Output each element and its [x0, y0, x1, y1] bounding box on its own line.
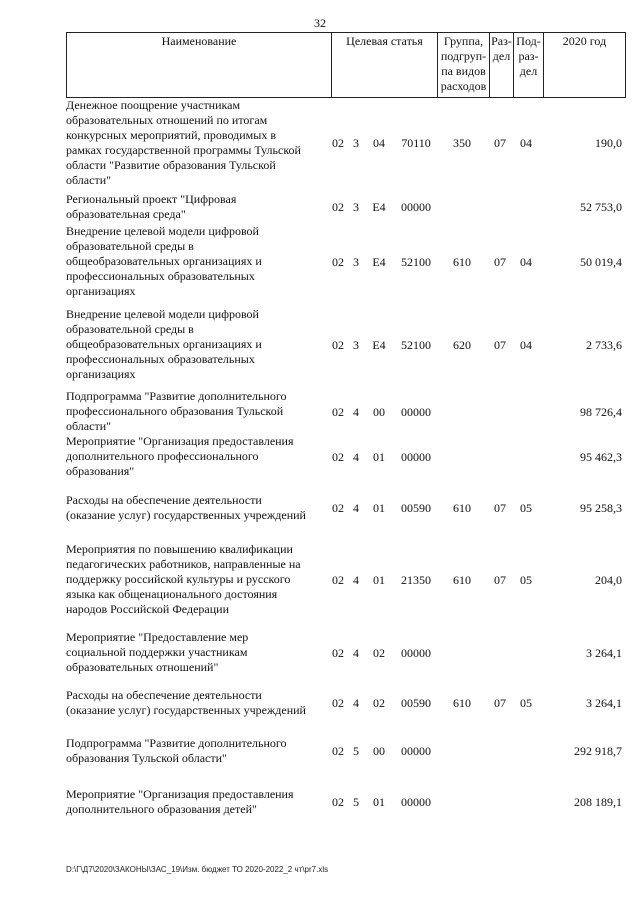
cell-podrazdel: 04 [520, 136, 532, 150]
cell-c1: 02 [332, 744, 344, 758]
cell-c1: 02 [332, 136, 344, 150]
cell-c1: 02 [332, 646, 344, 660]
table-row [66, 434, 626, 492]
cell-group: 610 [453, 255, 471, 269]
cell-c4: 52100 [401, 255, 431, 269]
cell-podrazdel: 05 [520, 573, 532, 587]
row-name: Подпрограмма "Развитие дополнительного профессионального образования Тульской области" [66, 389, 287, 433]
cell-podrazdel: 05 [520, 501, 532, 515]
cell-group: 620 [453, 338, 471, 352]
cell-c4: 00000 [401, 744, 431, 758]
cell-c3: E4 [372, 338, 386, 352]
table-row [66, 630, 626, 686]
cell-c1: 02 [332, 255, 344, 269]
cell-c4: 00000 [401, 450, 431, 464]
cell-razdel: 07 [494, 338, 506, 352]
row-name: Расходы на обеспечение деятельности (оказание услуг) государственных учреждений [66, 493, 306, 522]
row-name: Мероприятие "Предоставление мер социальной поддержки участникам образовательных отношений" [66, 630, 249, 674]
table-row [66, 389, 626, 433]
cell-c4: 70110 [401, 136, 431, 150]
cell-c2: 5 [353, 744, 359, 758]
header-year: 2020 год [543, 33, 625, 97]
cell-c4: 52100 [401, 338, 431, 352]
table-row [66, 542, 626, 628]
cell-c1: 02 [332, 795, 344, 809]
cell-c3: 00 [373, 744, 385, 758]
cell-c2: 3 [353, 255, 359, 269]
cell-podrazdel: 04 [520, 255, 532, 269]
cell-amount: 292 918,7 [574, 744, 622, 758]
cell-razdel: 07 [494, 696, 506, 710]
cell-razdel: 07 [494, 573, 506, 587]
cell-c4: 00000 [401, 405, 431, 419]
header-name: Наименование [161, 34, 237, 48]
cell-c4: 00590 [401, 696, 431, 710]
cell-group: 610 [453, 573, 471, 587]
table-row [66, 736, 626, 784]
cell-c1: 02 [332, 450, 344, 464]
cell-c3: 01 [373, 450, 385, 464]
cell-c2: 4 [353, 696, 359, 710]
cell-c3: 02 [373, 646, 385, 660]
cell-razdel: 07 [494, 501, 506, 515]
page-number: 32 [314, 16, 326, 30]
cell-c3: 04 [373, 136, 385, 150]
cell-c2: 4 [353, 573, 359, 587]
cell-c3: 01 [373, 501, 385, 515]
cell-c3: 02 [373, 696, 385, 710]
table-row [66, 787, 626, 827]
cell-group: 610 [453, 501, 471, 515]
cell-amount: 95 462,3 [580, 450, 622, 464]
cell-c4: 21350 [401, 573, 431, 587]
cell-amount: 204,0 [595, 573, 622, 587]
row-name: Расходы на обеспечение деятельности (оказание услуг) государственных учреждений [66, 688, 306, 717]
cell-podrazdel: 05 [520, 696, 532, 710]
table-header [66, 32, 626, 98]
cell-c4: 00000 [401, 646, 431, 660]
table-row [66, 224, 626, 304]
table-row [66, 98, 626, 188]
cell-c2: 4 [353, 450, 359, 464]
table-row [66, 192, 626, 222]
file-path-footer: D:\Г\Д7\2020\ЗАКОНЫ\ЗАС_19\Изм. бюджет ТО 2020-2022_2 чт\pr7.xls [66, 865, 329, 874]
row-name: Внедрение целевой модели цифровой образовательной среды в общеобразовательных организациях и профессиональных образовательных организациях [66, 307, 262, 381]
cell-razdel: 07 [494, 136, 506, 150]
row-name: Денежное поощрение участникам образовательных отношений по итогам конкурсных мероприятий, проводимых в рамках государственной программы Тульской области "Развитие образования Тульской области" [66, 98, 301, 187]
cell-c3: 01 [373, 573, 385, 587]
cell-group: 350 [453, 136, 471, 150]
table-row [66, 307, 626, 387]
cell-amount: 52 753,0 [580, 200, 622, 214]
cell-amount: 3 264,1 [586, 646, 622, 660]
cell-c1: 02 [332, 501, 344, 515]
row-name: Региональный проект "Цифровая образовательная среда" [66, 192, 237, 221]
row-name: Мероприятие "Организация предоставления дополнительного профессионального образования" [66, 434, 294, 478]
cell-c2: 3 [353, 136, 359, 150]
cell-amount: 2 733,6 [586, 338, 622, 352]
header-group: Группа, подгруп- па видов расходов [437, 33, 489, 97]
cell-amount: 95 258,3 [580, 501, 622, 515]
cell-c3: E4 [372, 255, 386, 269]
cell-group: 610 [453, 696, 471, 710]
row-name: Мероприятия по повышению квалификации педагогических работников, направленные на поддержку российской культуры и русского языка как общенационального достояния народов Российской Федерации [66, 542, 301, 616]
cell-amount: 50 019,4 [580, 255, 622, 269]
cell-c1: 02 [332, 573, 344, 587]
cell-c2: 4 [353, 501, 359, 515]
cell-amount: 190,0 [595, 136, 622, 150]
cell-c4: 00000 [401, 795, 431, 809]
cell-c1: 02 [332, 338, 344, 352]
cell-c1: 02 [332, 200, 344, 214]
cell-c2: 4 [353, 646, 359, 660]
cell-c1: 02 [332, 405, 344, 419]
cell-c2: 3 [353, 200, 359, 214]
cell-amount: 3 264,1 [586, 696, 622, 710]
cell-amount: 208 189,1 [574, 795, 622, 809]
cell-c2: 5 [353, 795, 359, 809]
header-target: Целевая статья [331, 33, 437, 97]
row-name: Подпрограмма "Развитие дополнительного образования Тульской области" [66, 736, 287, 765]
header-razdel: Раз- дел [489, 33, 513, 97]
cell-c2: 3 [353, 338, 359, 352]
cell-c3: 00 [373, 405, 385, 419]
cell-podrazdel: 04 [520, 338, 532, 352]
table-row [66, 688, 626, 734]
header-podrazdel: Под- раз- дел [513, 33, 543, 97]
cell-razdel: 07 [494, 255, 506, 269]
cell-c4: 00000 [401, 200, 431, 214]
cell-c1: 02 [332, 696, 344, 710]
row-name: Внедрение целевой модели цифровой образовательной среды в общеобразовательных организациях и профессиональных образовательных организациях [66, 224, 262, 298]
cell-c2: 4 [353, 405, 359, 419]
table-row [66, 493, 626, 539]
cell-c3: 01 [373, 795, 385, 809]
budget-table [66, 32, 626, 816]
cell-c4: 00590 [401, 501, 431, 515]
row-name: Мероприятие "Организация предоставления дополнительного образования детей" [66, 787, 294, 816]
cell-amount: 98 726,4 [580, 405, 622, 419]
cell-c3: E4 [372, 200, 386, 214]
